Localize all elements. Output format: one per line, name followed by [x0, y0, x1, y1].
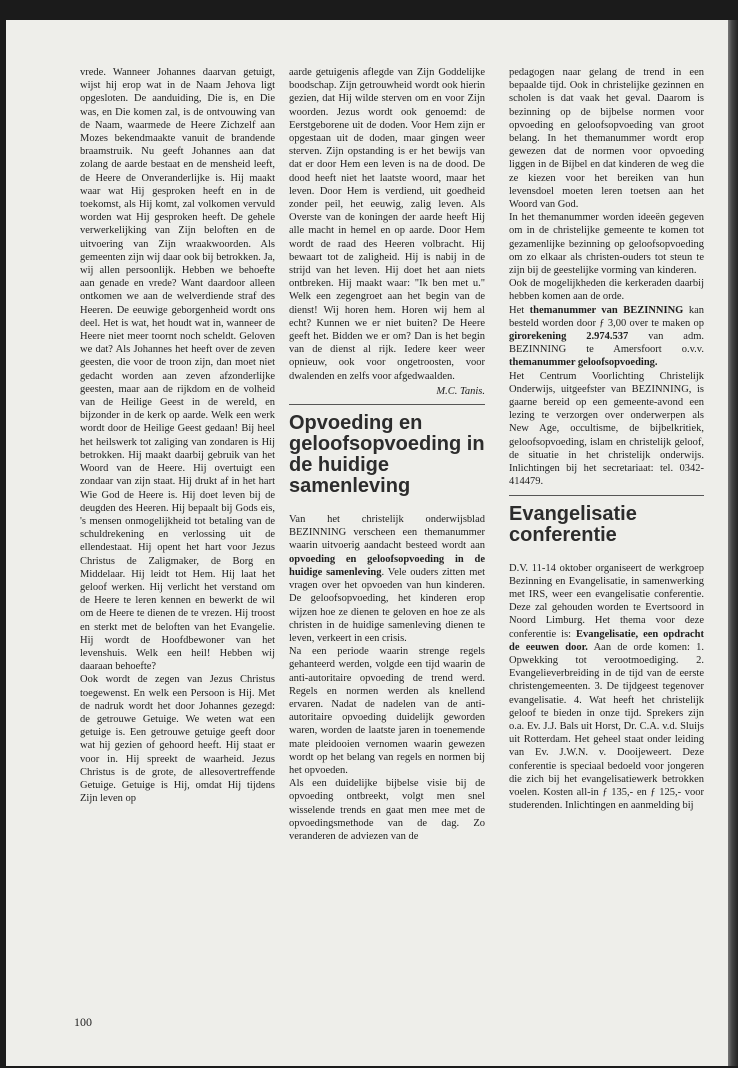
bold-run: opvoeding en geloofsopvoeding in de huidige samenleving: [289, 553, 485, 578]
column-1: [80, 66, 275, 805]
text-run: . Vele ouders zitten met vragen over het opvoeden van hun kinderen. De geloofsopvoeding, het kinderen erop wijzen hoe ze dienen te geloven en hoe ze als christen in de huidige samenleving dienen te leven, verkeert in een crisis.: [289, 566, 485, 644]
column-2: [289, 66, 485, 843]
author-signature: M.C. Tanis.: [436, 385, 485, 397]
page-number: 100: [74, 1015, 92, 1029]
col3-paragraph-3: Ook de mogelijkheden die kerkeraden daarbij hebben komen aan de orde.: [509, 278, 704, 303]
bold-run: Evangelisatie, een opdracht de eeuwen door.: [509, 628, 705, 653]
col1-paragraph-1: vrede. Wanneer Johannes daarvan getuigt, wijst hij erop wat in de Naam Jehova ligt opgesloten. De aanduiding, Die is, en Die was, en Die komen zal, is de ontvouwing van de Naam, waarmede de Heere Zichzelf aan Mozes bekendmaakte vanuit de brandende braamstruik. Nu geeft Johannes aan dat zolang de aarde bestaat en de mensheid leeft, de Heere de Onveranderlijke is. Hij maakt waar wat Hij gesproken heeft en in de toekomst, als Hij komt, zal volkomen vervuld worden wat Hij gesproken heeft. De gehele verwerkelijking van Zijn beloften en de uitvoering van Zijn wraakwoorden. Als gemeenten zijn wij daar ook bij betrokken. Ja, wij allen persoonlijk. Hebben we behoefte aan genade en vrede? Want daardoor alleen ontkomen we aan de welverdiende straf des Heeren. De eeuwige geborgenheid wordt ons deel. Het is wat, het houdt wat in, wanneer de Heere niet meer toornt noch scheldt. Geloven we dat? Als Johannes het heeft over de zeven geesten, die voor de troon zijn, dan moet niet gedacht worden aan zeven afzonderlijke geesten, maar aan de rijkdom en de volheid van de Heilige Geest in de wereld, en bijzonder in de kerk op aarde. Welk een werk wordt door de Heilige Geest gedaan! Bij heel het heilswerk tot zaliging van zondaren is Hij betrokken. Hij maakt daarbij gebruik van het Woord van de Heere. Hij overtuigt een zondaar van zijn staat. Hij drukt af in het hart Wie God de Heere is. Hij doet leven bij de deugden des Heeren. Hij bepaalt bij Gods eis, 's mensen onmogelijkheid tot betaling van de schuldrekening en verlossing uit de ellendestaat. Hij opent het hart voor Jezus Christus de Zaligmaker, de Borg en Middelaar. Hij leidt tot Hem. Hij laat het geloof werken. Hij verlicht het verstand om de Heere te leren kennen en bewerkt de wil om de Heere te dienen de te vrezen. Hij troost en sterkt met de beloften van het Evangelie. Hij wordt de Hoofdbewoner van het levenshuis. Welk een heil! Hebben wij daaraan behoefte?: [80, 67, 275, 673]
text-run: Aan de orde komen: 1. Opwekking tot verootmoediging. 2. Evangelieverbreiding in de tijd van de eerste christengemeenten. 3. De tijdgeest tegenover evangelisatie. 4. Wat heeft het christelijk geloof te bieden in onze tijd. Sprekers zijn o.a. Ev. J.J. Bals uit Horst, Dr. C.A. v.d. Sluijs uit Rotterdam. Het geheel staat onder leiding van Ev. J.W.N. v. Dooijeweert. Deze conferentie is speciaal bedoeld voor jongeren die zich bij het evangelisatiewerk betrokken voelen. Kosten all-in ƒ 135,- en ƒ 125,- voor studerenden. Inlichtingen en aanmelding bij: [509, 641, 704, 812]
section-divider: [289, 404, 485, 405]
col3-paragraph-6: [509, 562, 704, 813]
bold-run: themanummer geloofsopvoeding.: [509, 357, 658, 369]
col2-paragraph-1: aarde getuigenis aflegde van Zijn Goddelijke boodschap. Zijn getrouwheid wordt ook hierin gezien, dat Hij wilde sterven om en voor Zijn woorden. Jezus wordt ook genoemd: de Eerstgeborene uit de doden. Voor Hem zijn er opgestaan uit de doden, maar gingen weer sterven. Zijn opstanding is er het bewijs van dat er door Hem een leven is na de dood. De dood heeft niet het laatste woord, maar het leven. Door Hem is verdiend, uit goedheid zonder peil, het eeuwig, zalig leven. Als Overste van de koningen der aarde heeft Hij alle macht in hemel en op aarde. Door Hem wordt de raad des Heeren volbracht. Hij bewaart tot de zaligheid. Hij is nabij in de strijd van het leven. Hij doet het aan niets ontbreken. Hij maakt waar: "Ik ben met u." Welk een zegengroet aan het begin van de dienst! Wij horen hem. Horen wij hem al echt? Kunnen we er niet buiten? De Heere geeft het. Bidden we er om? Dan is het begin van de dienst al rijk. Iedere keer weer opnieuw, ook voor ongetroosten, voor dwalenden en zelfs voor afgedwaalden.: [289, 67, 485, 382]
text-run: Van het christelijk onderwijsblad BEZINNING verscheen een themanummer waarin uitvoerig aandacht besteed wordt aan: [289, 514, 485, 552]
column-3: [509, 66, 704, 812]
text-run: kan besteld worden door ƒ 3,00 over te maken op: [509, 304, 705, 329]
page-edge-shadow: [728, 20, 738, 1066]
article-heading-evangelisatie: Evangelisatie conferentie: [509, 502, 637, 546]
bold-run: girorekening 2.974.537: [509, 331, 629, 343]
article-heading-opvoeding: Opvoeding en geloofsopvoeding in de huidige samenleving: [289, 412, 485, 498]
col3-paragraph-2: In het themanummer worden ideeën gegeven om in de christelijke gemeente te komen tot gezamenlijke bezinning op geloofsopvoeding om zo elkaar als christen-ouders tot steun te zijn bij de geestelijke vorming van kinderen.: [509, 212, 704, 277]
col3-paragraph-1: pedagogen naar gelang de trend in een bepaalde tijd. Ook in christelijke gezinnen en scholen is dat vaak het geval. Daarom is bezinning op de bijbelse normen voor opvoeding en geloofsopvoeding van groot belang. In het themanummer wordt erop gewezen dat de normen voor opvoeding liggen in de Bijbel en dat kinderen de weg die ze kiezen voor het bereiken van hun levensdoel moeten leren toetsen aan het Woord van God.: [509, 67, 704, 211]
col2-paragraph-2: [289, 513, 485, 645]
text-run: Het: [509, 304, 530, 316]
bold-run: themanummer van BEZINNING: [529, 304, 684, 316]
col3-paragraph-4: [509, 304, 704, 370]
col2-paragraph-3: Na een periode waarin strenge regels gehanteerd werden, volgde een tijd waarin de anti-autoritaire opvoeding de trend werd. Regels en normen werden als knellend ervaren. Nadat de nadelen van de anti-autoritaire opvoeding duidelijk geworden waren, worden de laatste jaren in toenemende mate pleidooien vernomen waarin gewezen wordt op het belang van regels en normen bij het opvoeden.: [289, 646, 485, 776]
text-run: van adm. BEZINNING te Amersfoort o.v.v.: [509, 331, 704, 356]
text-run: D.V. 11-14 oktober organiseert de werkgroep Bezinning en Evangelisatie, in samenwerking met IRS, weer een evangelisatie conferentie. Deze zal gehouden worden te Evertsoord in Noord Limburg. Het thema voor deze conferentie is:: [509, 562, 704, 640]
col3-paragraph-5: Het Centrum Voorlichting Christelijk Onderwijs, uitgeefster van BEZINNING, is gaarne bereid op een gemeente-avond een lezing te verzorgen over onderwerpen als New Age, occultisme, de bijbelkritiek, geloofsopvoeding, islam en christelijk geloof, de situatie in het christelijk onderwijs. Inlichtingen bij het secretariaat: tel. 0342-414479.: [509, 370, 704, 488]
col2-paragraph-4: Als een duidelijke bijbelse visie bij de opvoeding ontbreekt, volgt men snel wisselende trends en gaat men mee met de opvoedingsmethode van de dag. Zo veranderen de adviezen van de: [289, 778, 485, 842]
section-divider: [509, 495, 704, 496]
col1-paragraph-2: Ook wordt de zegen van Jezus Christus toegewenst. En welk een Persoon is Hij. Met de nadruk wordt het door Johannes gezegd: de getrouwe Getuige. We weten wat een getuige is. Een getrouwe getuige geeft door wat hij gezien of gehoord heeft. Hij staat er voor in. Hij spreekt de waarheid. Jezus Christus is de grote, de allesovertreffende Getuige. Getuige is Hij, omdat Hij tijdens Zijn leven op: [80, 674, 275, 805]
